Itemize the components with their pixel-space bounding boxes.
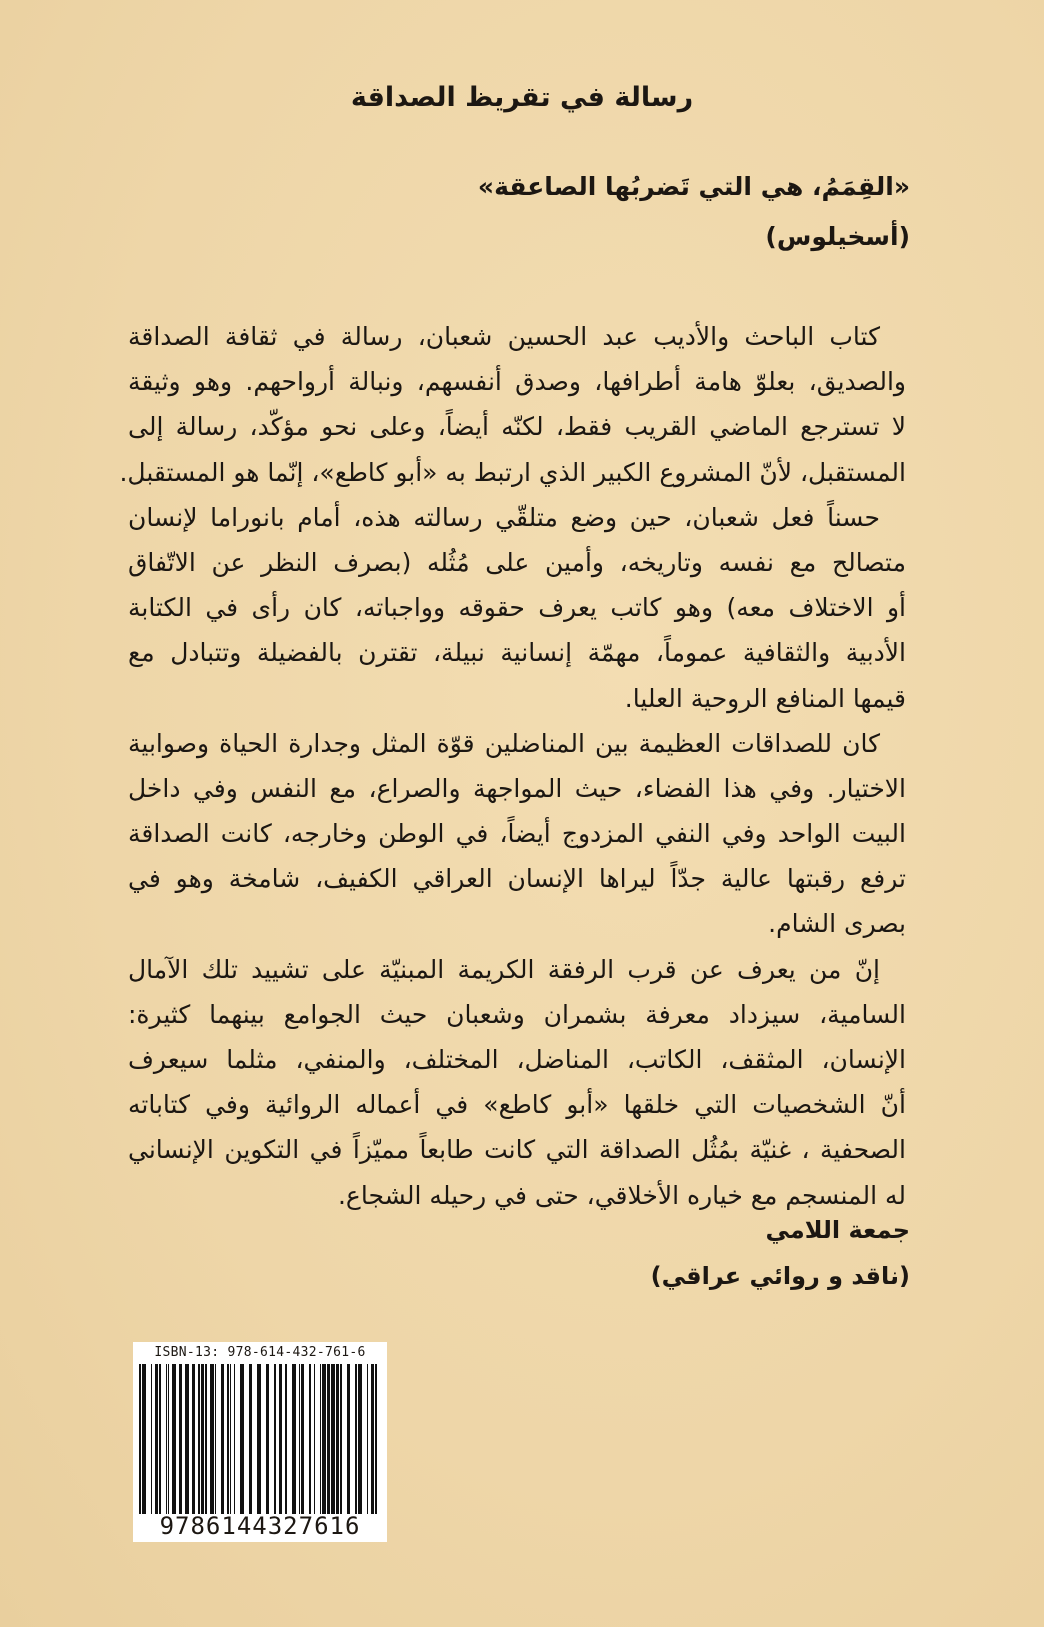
barcode-bar	[299, 1364, 300, 1514]
text-line: البيت الواحد وفي النفي المزدوج أيضاً، في الوطن وخارجه، كانت الصداقة	[128, 819, 906, 849]
barcode-bar	[355, 1364, 357, 1514]
isbn-label: ISBN-13: 978-614-432-761-6	[154, 1345, 366, 1360]
barcode-bar	[240, 1364, 244, 1514]
barcode-bar	[234, 1364, 235, 1514]
text-line: الصحفية ، غنيّة بمُثُل الصداقة التي كانت طابعاً مميّزاً في التكوين الإنساني	[128, 1135, 906, 1165]
barcode-bar	[249, 1364, 252, 1514]
barcode-bar	[375, 1364, 377, 1514]
barcode-bar	[168, 1364, 169, 1514]
text-line: متصالح مع نفسه وتاريخه، وأمين على مُثُله (بصرف النظر عن الاتّفاق	[128, 547, 906, 577]
barcode-bar	[230, 1364, 231, 1514]
text-line: كان للصداقات العظيمة بين المناضلين قوّة المثل وجدارة الحياة وصوابية	[128, 728, 880, 758]
epigraph-author: (أسخيلوس)	[765, 222, 910, 251]
barcode-bar	[301, 1364, 304, 1514]
barcode-bar	[327, 1364, 330, 1514]
text-line: السامية، سيزداد معرفة بشمران وشعبان حيث الجوامع بينهما كثيرة:	[128, 999, 906, 1029]
barcode-bar	[322, 1364, 326, 1514]
barcode-bar	[205, 1364, 207, 1514]
barcode-bars	[139, 1364, 381, 1514]
signature-role: (ناقد و روائي عراقي)	[650, 1262, 910, 1290]
barcode-bar	[309, 1364, 311, 1514]
barcode-bar	[371, 1364, 374, 1514]
barcode-bar	[192, 1364, 195, 1514]
text-line: الاختيار. وفي هذا الفضاء، حيث المواجهة والصراع، مع النفس وفي داخل	[128, 773, 906, 803]
blurb-text	[119, 314, 906, 1218]
barcode-bar	[266, 1364, 269, 1514]
barcode-bar	[292, 1364, 296, 1514]
barcode-bar	[331, 1364, 335, 1514]
ean-digits: 9786144327616	[159, 1512, 361, 1540]
barcode-bar	[151, 1364, 152, 1514]
barcode-bar	[285, 1364, 287, 1514]
text-line: المستقبل، لأنّ المشروع الكبير الذي ارتبط به «أبو كاطع»، إنّما هو المستقبل.	[119, 457, 906, 487]
epigraph-quote: «القِمَمُ، هي التي تَضربُها الصاعقة»	[477, 172, 910, 201]
text-line: له المنسجم مع خياره الأخلاقي، حتى في رحيله الشجاع.	[337, 1180, 906, 1210]
barcode-bar	[320, 1364, 321, 1514]
barcode-bar	[279, 1364, 282, 1514]
barcode-bar	[257, 1364, 261, 1514]
text-line: الإنسان، المثقف، الكاتب، المناضل، المختلف، والمنفي، مثلما سيعرف	[128, 1045, 906, 1074]
barcode-bar	[172, 1364, 176, 1514]
barcode-bar	[198, 1364, 200, 1514]
barcode-bar	[139, 1364, 141, 1514]
text-line: كتاب الباحث والأديب عبد الحسين شعبان، رسالة في ثقافة الصداقة	[128, 322, 880, 351]
isbn-barcode	[133, 1342, 387, 1542]
text-line: إنّ من يعرف عن قرب الرفقة الكريمة المبنيّة على تشييد تلك الآمال	[128, 954, 880, 984]
barcode-bar	[274, 1364, 276, 1514]
text-line: لا تسترجع الماضي القريب فقط، لكنّه أيضاً، وعلى نحو مؤكّد، رسالة إلى	[128, 412, 906, 442]
barcode-bar	[185, 1364, 189, 1514]
signature-name: جمعة اللامي	[765, 1216, 910, 1244]
barcode-bar	[358, 1364, 362, 1514]
text-line: قيمها المنافع الروحية العليا.	[624, 683, 906, 713]
cover-title: رسالة في تقريظ الصداقة	[350, 82, 694, 113]
barcode-bar	[159, 1364, 161, 1514]
text-line: أنّ الشخصيات التي خلقها «أبو كاطع» في أعماله الروائية وفي كتاباته	[128, 1090, 906, 1120]
barcode-bar	[179, 1364, 182, 1514]
text-line: والصديق، بعلوّ هامة أطرافها، وصدق أنفسهم، ونبالة أرواحهم. وهو وثيقة	[128, 367, 906, 397]
barcode-bar	[155, 1364, 158, 1514]
barcode-bar	[210, 1364, 214, 1514]
barcode-bar	[340, 1364, 342, 1514]
barcode-bar	[227, 1364, 229, 1514]
text-line: ترفع رقبتها عالية جدّاً ليراها الإنسان العراقي الكفيف، شامخة وهو في	[128, 864, 906, 894]
text-line: أو الاختلاف معه) وهو كاتب يعرف حقوقه وواجباته، كان رأى في الكتابة	[128, 593, 906, 623]
barcode-bar	[221, 1364, 224, 1514]
barcode-bar	[314, 1364, 315, 1514]
barcode-bar	[215, 1364, 216, 1514]
barcode-bar	[142, 1364, 146, 1514]
text-line: بصرى الشام.	[768, 909, 906, 939]
barcode-bar	[166, 1364, 167, 1514]
barcode-bar	[336, 1364, 339, 1514]
barcode-bar	[201, 1364, 204, 1514]
text-line: الأدبية والثقافية عموماً، مهمّة إنسانية نبيلة، تقترن بالفضيلة وتتبادل مع	[128, 638, 906, 668]
text-line: حسناً فعل شعبان، حين وضع متلقّي رسالته هذه، أمام بانوراما لإنسان	[128, 502, 880, 532]
barcode-bar	[367, 1364, 368, 1514]
barcode-bar	[347, 1364, 350, 1514]
